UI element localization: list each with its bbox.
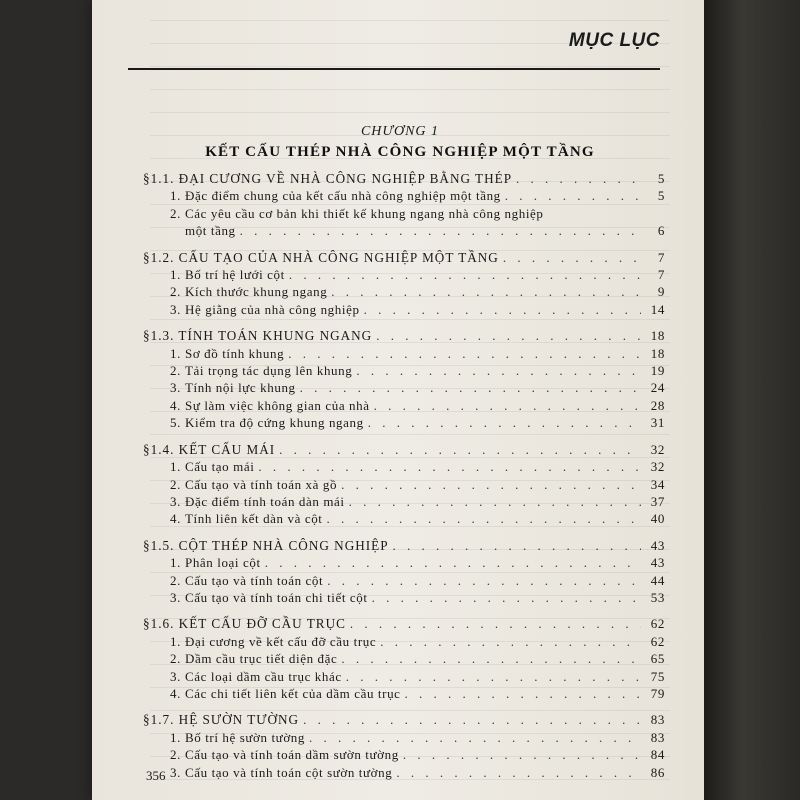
- toc-item-number: 1.: [170, 555, 181, 571]
- toc-item-text: Bố trí hệ lưới cột: [185, 267, 285, 283]
- toc-item-text: Kiểm tra độ cứng khung ngang: [185, 415, 364, 431]
- toc-item-row: [143, 729, 665, 746]
- toc-item-number: 2.: [170, 651, 181, 667]
- toc-leader-dots: [240, 222, 641, 239]
- toc-item-row: [143, 554, 665, 571]
- toc-leader-dots: [341, 476, 641, 493]
- toc-section-row: [143, 615, 665, 632]
- toc-section-row: [143, 711, 665, 728]
- toc-item-number: 2.: [170, 747, 181, 763]
- toc-item-row: [143, 205, 665, 222]
- toc-leader-dots: [356, 362, 641, 379]
- toc-section: [143, 711, 665, 781]
- toc-item-number: 1.: [170, 633, 181, 649]
- toc-page-number: 37: [650, 493, 665, 509]
- toc-leader-dots: [376, 327, 641, 344]
- toc-leader-dots: [393, 537, 641, 554]
- toc-leader-dots: [372, 589, 641, 606]
- page-number: 356: [146, 768, 166, 783]
- toc-page-number: 18: [650, 345, 665, 361]
- toc-section-row: [143, 170, 665, 187]
- toc-page-number: 44: [650, 572, 665, 588]
- toc-page-number: 84: [650, 747, 665, 763]
- toc-item-number: 5.: [170, 415, 181, 431]
- toc-page-number: 5: [657, 188, 665, 204]
- toc-page-number: 34: [650, 476, 665, 492]
- toc-section-title: §1.3. TÍNH TOÁN KHUNG NGANG: [143, 328, 373, 344]
- toc-item-number: 1.: [170, 459, 181, 475]
- toc-item-row: [143, 379, 665, 396]
- toc-item-row: [143, 493, 665, 510]
- toc-page-number: 24: [650, 380, 665, 396]
- toc-item-title: [170, 764, 392, 781]
- toc-page-number: 32: [650, 459, 665, 475]
- running-head: MỤC LỤC: [568, 30, 660, 51]
- toc-item-number: 3.: [170, 668, 181, 684]
- toc-item-text: Các loại dầm cầu trục khác: [185, 668, 342, 684]
- toc-item-number: 4.: [170, 511, 181, 527]
- toc-leader-dots: [505, 187, 641, 204]
- toc-item-number: 2.: [170, 476, 181, 492]
- toc-item-number: 3.: [170, 589, 181, 605]
- toc-section-row: [143, 441, 665, 458]
- toc-leader-dots: [288, 345, 641, 362]
- toc-item-row: [143, 764, 665, 781]
- toc-page-number: 83: [650, 729, 665, 745]
- toc-page-number: 7: [657, 249, 665, 265]
- toc-item-number: 2.: [170, 284, 181, 300]
- toc-page-number: 6: [657, 223, 665, 239]
- toc-item-text: Đại cương về kết cấu đỡ cầu trục: [185, 633, 377, 649]
- toc-leader-dots: [331, 283, 641, 300]
- toc-item-title: [170, 345, 284, 362]
- toc-item-text: Các yêu cầu cơ bản khi thiết kế khung ngang nhà công nghiệp: [185, 205, 544, 221]
- toc-item-number: 3.: [170, 493, 181, 509]
- toc-page-number: 7: [657, 267, 665, 283]
- toc-page-number: 18: [650, 328, 665, 344]
- toc-item-number: 3.: [170, 301, 181, 317]
- toc-section-title: §1.6. KẾT CẤU ĐỠ CẦU TRỤC: [143, 616, 346, 632]
- toc-leader-dots: [380, 633, 641, 650]
- toc-item-text: Dầm cầu trục tiết diện đặc: [185, 651, 338, 667]
- toc-item-row: [143, 746, 665, 763]
- toc-leader-dots: [327, 572, 641, 589]
- toc-item-title: [170, 746, 399, 763]
- toc-page-number: 62: [650, 633, 665, 649]
- toc-section-row: [143, 537, 665, 554]
- toc-item-text: Phân loại cột: [185, 555, 261, 571]
- toc-section: [143, 249, 665, 319]
- toc-item-title: [170, 668, 342, 685]
- toc-item-text: Kích thước khung ngang: [185, 284, 328, 300]
- toc-item-row: [143, 266, 665, 283]
- toc-item-row: [143, 572, 665, 589]
- toc-item-title: [170, 510, 323, 527]
- toc-item-row: [143, 458, 665, 475]
- toc-page-number: 40: [650, 511, 665, 527]
- toc-section: [143, 327, 665, 431]
- toc-section-title: §1.1. ĐẠI CƯƠNG VỀ NHÀ CÔNG NGHIỆP BẰNG THÉP: [143, 171, 513, 186]
- toc-page-number: 43: [650, 555, 665, 571]
- toc-leader-dots: [300, 379, 641, 396]
- toc-section-row: [143, 249, 665, 266]
- toc-item-row: [143, 510, 665, 527]
- toc-item-title: [170, 589, 368, 606]
- toc-leader-dots: [303, 711, 641, 728]
- toc-item-text: Đặc điểm tính toán dàn mái: [185, 493, 345, 509]
- toc-item-number: 1.: [170, 267, 181, 283]
- chapter-title: KẾT CẤU THÉP NHÀ CÔNG NGHIỆP MỘT TẦNG: [205, 144, 595, 160]
- toc-leader-dots: [327, 510, 642, 527]
- toc-item-text: Cấu tạo và tính toán cột sườn tường: [185, 764, 393, 780]
- toc-item-title: [170, 414, 364, 431]
- toc-item-title: [170, 458, 254, 475]
- toc-item-title: [170, 301, 360, 318]
- toc-section-title: §1.2. CẤU TẠO CỦA NHÀ CÔNG NGHIỆP MỘT TẦNG: [143, 249, 499, 265]
- toc-item-row: [143, 633, 665, 650]
- toc-item-title: [170, 650, 337, 667]
- toc-item-text: Sơ đồ tính khung: [185, 345, 285, 361]
- toc-item-title: [170, 362, 352, 379]
- toc-section-row: [143, 327, 665, 344]
- toc-item-number: 1.: [170, 188, 181, 204]
- toc-item-title: [170, 633, 376, 650]
- toc-item-text: Tải trọng tác dụng lên khung: [185, 363, 353, 379]
- toc-item-number: 3.: [170, 380, 181, 396]
- toc-item-text: Sự làm việc không gian của nhà: [185, 397, 370, 413]
- toc-item-row: [143, 283, 665, 300]
- toc-item-number: 1.: [170, 729, 181, 745]
- toc-page-number: 53: [650, 589, 665, 605]
- toc-page-number: 32: [650, 441, 665, 457]
- toc-item-row: [143, 650, 665, 667]
- toc-item-title: [170, 379, 296, 396]
- toc-leader-dots: [346, 668, 641, 685]
- toc-item-text: Tính liên kết dàn và cột: [185, 511, 323, 527]
- toc-item-title: [170, 397, 370, 414]
- toc-item-title: [170, 187, 501, 204]
- toc-item-row: [143, 187, 665, 204]
- toc-leader-dots: [258, 458, 641, 475]
- toc-leader-dots: [265, 554, 641, 571]
- toc-section: [143, 170, 665, 240]
- toc-item-row: [143, 589, 665, 606]
- toc-page-number: 86: [650, 764, 665, 780]
- toc-item-number: 4.: [170, 685, 181, 701]
- toc-leader-dots: [396, 764, 641, 781]
- toc-item-number: 1.: [170, 345, 181, 361]
- toc-item-number: 2.: [170, 205, 181, 221]
- toc-item-text: Các chi tiết liên kết của dầm cầu trục: [185, 685, 401, 701]
- toc-page-number: 31: [650, 415, 665, 431]
- toc-leader-dots: [349, 493, 641, 510]
- toc-page-number: 28: [650, 397, 665, 413]
- toc-leader-dots: [403, 746, 641, 763]
- toc-item-row: [143, 476, 665, 493]
- toc-item-text: Cấu tạo và tính toán cột: [185, 572, 324, 588]
- toc-section-title: §1.4. KẾT CẤU MÁI: [143, 441, 276, 457]
- toc-page-number: 43: [650, 537, 665, 553]
- toc-item-text: Cấu tạo mái: [185, 459, 255, 475]
- toc-item-row: [143, 414, 665, 431]
- toc-page-number: 5: [657, 171, 665, 186]
- toc-leader-dots: [503, 249, 641, 266]
- toc-leader-dots: [309, 729, 641, 746]
- toc-page-number: 9: [657, 284, 665, 300]
- toc-item-text: Bố trí hệ sườn tường: [185, 729, 306, 745]
- toc-section-title: §1.5. CỘT THÉP NHÀ CÔNG NGHIỆP: [143, 537, 389, 553]
- toc-item-row: [143, 397, 665, 414]
- toc-leader-dots: [364, 301, 641, 318]
- toc-item-title: [170, 205, 544, 222]
- toc-leader-dots: [279, 441, 641, 458]
- toc-item-title: [170, 729, 305, 746]
- toc-leader-dots: [516, 170, 641, 187]
- toc-item-title: [170, 572, 323, 589]
- table-of-contents: [143, 170, 665, 790]
- toc-section: [143, 615, 665, 702]
- toc-page-number: 19: [650, 363, 665, 379]
- toc-page-number: 79: [650, 685, 665, 701]
- toc-section: [143, 537, 665, 607]
- toc-item-text: Đặc điểm chung của kết cấu nhà công nghiệp một tầng: [185, 188, 501, 204]
- toc-item-title: [170, 283, 327, 300]
- toc-item-number: 3.: [170, 764, 181, 780]
- toc-leader-dots: [350, 615, 641, 632]
- header-rule: [128, 68, 660, 70]
- toc-leader-dots: [405, 685, 641, 702]
- toc-section-title: §1.7. HỆ SƯỜN TƯỜNG: [143, 712, 300, 728]
- page-edge-shadow: [704, 0, 800, 800]
- toc-leader-dots: [374, 397, 641, 414]
- toc-item-row: [143, 345, 665, 362]
- toc-item-continuation-row: [143, 222, 665, 239]
- toc-item-title: [170, 493, 345, 510]
- toc-item-number: 2.: [170, 363, 181, 379]
- toc-item-text: Cấu tạo và tính toán xà gồ: [185, 476, 338, 492]
- toc-item-row: [143, 301, 665, 318]
- toc-item-number: 4.: [170, 397, 181, 413]
- toc-leader-dots: [368, 414, 641, 431]
- toc-page-number: 62: [650, 616, 665, 632]
- toc-item-number: 2.: [170, 572, 181, 588]
- toc-item-text: Cấu tạo và tính toán chi tiết cột: [185, 589, 368, 605]
- toc-item-row: [143, 362, 665, 379]
- toc-item-title: [170, 476, 337, 493]
- toc-item-row: [143, 668, 665, 685]
- toc-page-number: 14: [650, 301, 665, 317]
- toc-item-title: [170, 266, 285, 283]
- toc-item-text: Hệ giằng của nhà công nghiệp: [185, 301, 360, 317]
- toc-item-text: Cấu tạo và tính toán dầm sườn tường: [185, 747, 399, 763]
- toc-item-row: [143, 685, 665, 702]
- toc-item-title: [170, 554, 261, 571]
- toc-page-number: 75: [650, 668, 665, 684]
- toc-page-number: 65: [650, 651, 665, 667]
- toc-item-text: Tính nội lực khung: [185, 380, 296, 396]
- toc-leader-dots: [289, 266, 641, 283]
- toc-leader-dots: [341, 650, 641, 667]
- toc-item-continuation: một tầng: [185, 223, 236, 239]
- toc-section: [143, 441, 665, 528]
- toc-item-title: [170, 685, 401, 702]
- chapter-label: CHƯƠNG 1: [360, 124, 440, 139]
- toc-page-number: 83: [650, 712, 665, 728]
